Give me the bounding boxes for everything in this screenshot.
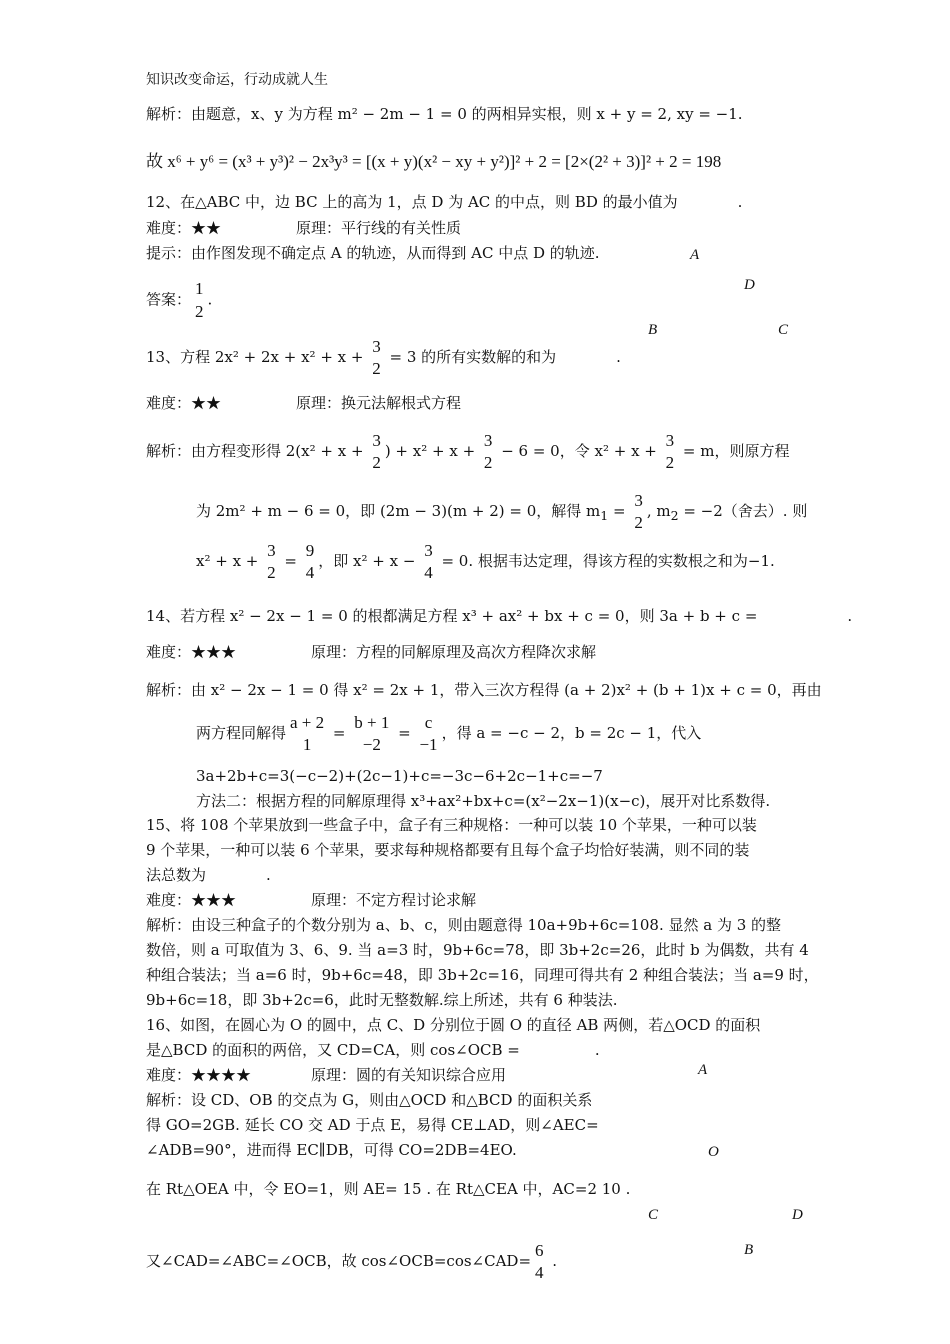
p16-fig-label-B: B <box>744 1242 754 1258</box>
p16-s4-period: . <box>620 1180 631 1198</box>
p13-question-part1: 13、方程 2x² + 2x + <box>146 348 302 366</box>
p13-s1-frac-a-den: 2 <box>372 453 381 472</box>
p14-frac-2-den: −2 <box>362 735 381 754</box>
p14-solution-line1: 解析：由 x² − 2x − 1 = 0 得 x² = 2x + 1，带入三次方程得 (a + 2)x² + (b + 1)x + c = 0，再由 <box>146 681 822 699</box>
p15-question-line3: 法总数为 . <box>146 866 271 884</box>
p13-s1-frac-a <box>370 430 383 474</box>
p14-s2-part2: ，得 a = −c − 2，b = 2c − 1，代入 <box>441 724 702 742</box>
p13-s1-part4: = m，则原方程 <box>678 442 790 460</box>
p14-solution-line2: 两方程同解得 a + 2 1 = b + 1 −2 = c −1 ，得 a = −c − 2，b = 2c − 1，代入 <box>196 713 702 754</box>
p14-frac-3 <box>417 712 439 756</box>
p16-fig-label-A: A <box>698 1062 708 1078</box>
p16-s5-frac <box>533 1240 546 1284</box>
page-header: 知识改变命运，行动成就人生 <box>146 72 328 88</box>
p16-s5-part1: 又∠CAD=∠ABC=∠OCB，故 cos∠OCB=cos∠CAD= <box>146 1252 532 1270</box>
p14-frac-1 <box>288 712 326 756</box>
p12-fig-label-D: D <box>744 277 755 293</box>
p15-solution-line1: 解析：由设三种盒子的个数分别为 a、b、c，则由题意得 10a+9b+6c=108. 显然 a 为 3 的整 <box>146 916 782 934</box>
p13-s2-part3: = −2（舍去）. 则 <box>678 502 808 520</box>
p12-answer-denominator: 2 <box>195 302 204 321</box>
p13-solution-line3: x² + x + 3 2 = 9 4 ，即 x² + x − 3 4 = 0. 根据韦达定理，得该方程的实数根之和为−1. <box>196 541 775 582</box>
p16-s5-frac-num: 6 <box>535 1241 544 1260</box>
p13-s1-frac-a-num: 3 <box>372 431 381 450</box>
p13-s3-frac-c-num: 3 <box>424 541 433 560</box>
p13-s3-part2: ，即 x² + x − <box>318 552 421 570</box>
p13-s1-part2: ) + x² + x + <box>384 442 480 460</box>
p14-frac-3-num: c <box>424 713 433 732</box>
p13-s2-eq: = <box>608 502 631 520</box>
p13-s3-frac-a-num: 3 <box>267 541 276 560</box>
p13-s2-sub1: 1 <box>600 508 609 523</box>
p13-s3-frac-b-den: 4 <box>305 563 315 582</box>
p13-s3-frac-c <box>422 540 435 584</box>
p12-answer-period: . <box>207 290 213 309</box>
p13-solution-line1 <box>146 430 789 474</box>
p13-solution-line2 <box>196 490 807 534</box>
p13-s3-frac-c-den: 4 <box>424 563 433 582</box>
p15-question-line2: 9 个苹果，一种可以装 6 个苹果，要求每种规格都要有且每个盒子均恰好装满，则不同的装 <box>146 841 750 859</box>
p14-difficulty: 难度：★★★ 原理：方程的同解原理及高次方程降次求解 <box>146 643 597 661</box>
p13-s3-frac-b-num: 9 <box>305 541 315 560</box>
p13-s2-part1: 为 2m² + m − 6 = 0，即 (2m − 3)(m + 2) = 0，解得 m <box>196 502 601 520</box>
p16-question-line1: 16、如图，在圆心为 O 的圆中，点 C、D 分别位于圆 O 的直径 AB 两侧，若△OCD 的面积 <box>146 1016 761 1034</box>
p11-solution-line2: 故 x⁶ + y⁶ = (x³ + y³)² − 2x³y³ = [(x + y)(x² − xy + y²)]² + 2 = [2×(2² + 3)]² + 2 = 198 <box>146 152 722 171</box>
p13-question <box>146 336 621 380</box>
p14-frac-1-num: a + 2 <box>290 713 325 732</box>
p12-question: 12、在△ABC 中，边 BC 上的高为 1，点 D 为 AC 的中点，则 BD 的最小值为 . <box>146 193 743 211</box>
p14-frac-2 <box>352 712 391 756</box>
p13-difficulty: 难度：★★ 原理：换元法解根式方程 <box>146 394 462 412</box>
p15-solution-line4: 9b+6c=18，即 3b+2c=6，此时无整数解.综上所述，共有 6 种装法. <box>146 991 618 1009</box>
p16-fig-label-D: D <box>792 1207 803 1223</box>
p12-answer-label: 答案： <box>146 290 192 309</box>
p13-s1-frac-b-den: 2 <box>483 453 493 472</box>
p16-question-line2: 是△BCD 的面积的两倍，又 CD=CA，则 cos∠OCB = . <box>146 1041 600 1059</box>
p13-s1-frac-b <box>482 430 495 474</box>
p14-solution-line3: 3a+2b+c=3(−c−2)+(2c−1)+c=−3c−6+2c−1+c=−7 <box>196 767 603 785</box>
p13-s2-frac-num: 3 <box>634 491 643 510</box>
p13-s3-frac-a-den: 2 <box>267 563 276 582</box>
p16-fig-label-C: C <box>648 1207 659 1223</box>
p16-s4-part2: . 在 Rt△CEA 中，AC= <box>421 1180 588 1198</box>
p13-s3-part3: = 0. 根据韦达定理，得该方程的实数根之和为−1. <box>436 552 775 570</box>
p11-solution-line1: 解析：由题意，x、y 为方程 m² − 2m − 1 = 0 的两相异实根，则 x + y = 2, xy = −1. <box>146 105 743 123</box>
p13-s1-frac-c-num: 3 <box>665 431 675 450</box>
p13-s1-part1: 解析：由方程变形得 2(x² + x + <box>146 442 369 460</box>
p16-solution-line3: ∠ADB=90°，进而得 EC∥DB，可得 CO=2DB=4EO. <box>146 1141 517 1159</box>
p13-s3-part1: x² + x + <box>196 552 264 570</box>
p12-difficulty: 难度：★★ 原理：平行线的有关性质 <box>146 219 462 237</box>
p12-fig-label-B: B <box>648 322 658 338</box>
p16-s4-part1: 在 Rt△OEA 中，令 EO=1，则 AE= <box>146 1180 403 1198</box>
p15-solution-line2: 数倍，则 a 可取值为 3、6、9. 当 a=3 时，9b+6c=78，即 3b+2c=26，此时 b 为偶数，共有 4 <box>146 941 809 959</box>
p14-frac-2-num: b + 1 <box>354 713 390 732</box>
p14-s2-part1: 两方程同解得 <box>196 724 287 742</box>
p13-s3-frac-b <box>304 540 317 584</box>
p12-hint: 提示：由作图发现不确定点 A 的轨迹，从而得到 AC 中点 D 的轨迹. <box>146 244 600 262</box>
p16-fig-label-O: O <box>708 1144 719 1160</box>
p13-question-frac-num: 3 <box>372 337 381 356</box>
p14-frac-3-den: −1 <box>419 735 438 754</box>
p14-solution-line4: 方法二：根据方程的同解原理得 x³+ax²+bx+c=(x²−2x−1)(x−c)，展开对比系数得. <box>196 792 771 810</box>
p13-s1-frac-c <box>664 430 677 474</box>
p16-difficulty: 难度：★★★★ 原理：圆的有关知识综合应用 <box>146 1066 507 1084</box>
p13-s1-frac-c-den: 2 <box>665 453 675 472</box>
p13-s3-frac-a <box>265 540 278 584</box>
p16-solution-line5 <box>146 1240 557 1284</box>
p16-s4-2sqrt10: 2 10 <box>587 1180 621 1198</box>
p13-s2-frac-den: 2 <box>634 513 643 532</box>
p16-solution-line4 <box>146 1179 630 1199</box>
p16-s5-frac-den: 4 <box>535 1263 544 1282</box>
p12-answer <box>146 278 212 323</box>
p15-difficulty: 难度：★★★ 原理：不定方程讨论求解 <box>146 891 477 909</box>
p12-answer-fraction <box>193 278 206 323</box>
p16-solution-line1: 解析：设 CD、OB 的交点为 G，则由△OCD 和△BCD 的面积关系 <box>146 1091 593 1109</box>
p13-s2-frac <box>632 490 645 534</box>
p15-solution-line3: 种组合装法；当 a=6 时，9b+6c=48，即 3b+2c=16，同理可得共有 2 种组合装法；当 a=9 时， <box>146 966 819 984</box>
p15-question-line1: 15、将 108 个苹果放到一些盒子中，盒子有三种规格：一种可以装 10 个苹果，一种可以装 <box>146 816 757 834</box>
p13-question-frac-den: 2 <box>372 359 381 378</box>
p13-s2-part2: , m <box>646 502 671 520</box>
p13-s1-frac-b-num: 3 <box>483 431 493 450</box>
p16-s4-sqrt15: 15 <box>402 1180 422 1198</box>
p13-question-fraction <box>370 336 383 380</box>
p12-answer-numerator: 1 <box>195 279 204 298</box>
p13-s2-sub2: 2 <box>670 508 679 523</box>
p16-solution-line2: 得 GO=2GB. 延长 CO 交 AD 于点 E，易得 CE⊥AD，则∠AEC= <box>146 1116 599 1134</box>
p13-question-part3: = 3 的所有实数解的和为 . <box>384 348 621 366</box>
p14-question: 14、若方程 x² − 2x − 1 = 0 的根都满足方程 x³ + ax² + bx + c = 0，则 3a + b + c = . <box>146 607 853 625</box>
p16-s5-period: . <box>547 1252 558 1270</box>
p12-fig-label-C: C <box>778 322 789 338</box>
p13-s1-part3: − 6 = 0，令 x² + x + <box>496 442 662 460</box>
p12-fig-label-A: A <box>690 247 700 263</box>
p13-question-part2: x² + x + <box>301 348 369 366</box>
p14-frac-1-den: 1 <box>302 735 312 754</box>
